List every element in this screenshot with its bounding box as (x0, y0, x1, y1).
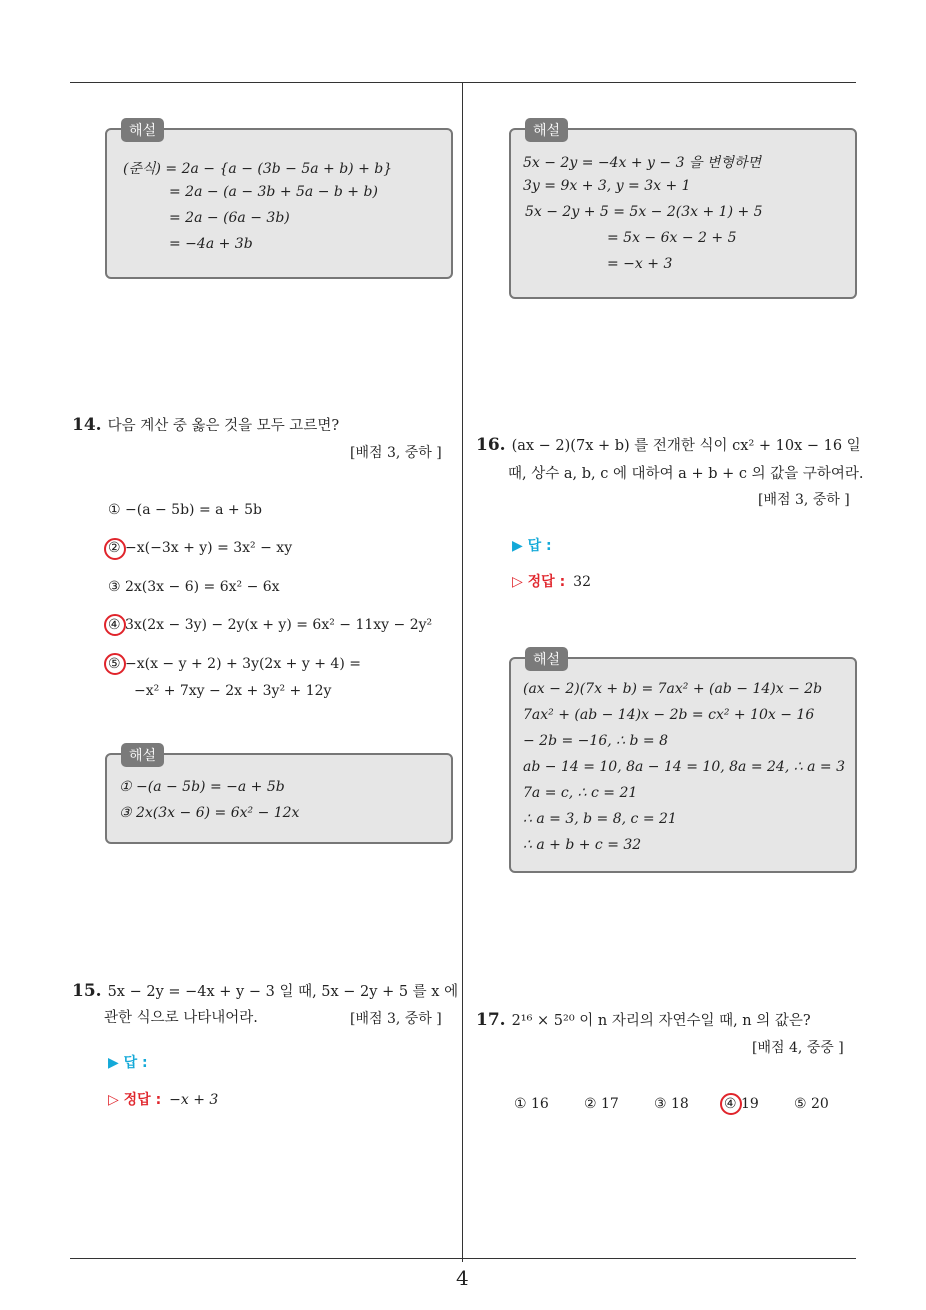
bottom-rule (70, 1258, 856, 1259)
correct-answer-label: ▷ 정답 : (108, 1092, 162, 1108)
solution-line: = 2a − (6a − 3b) (169, 210, 290, 226)
solution-box-14 (105, 748, 453, 844)
correct-answer (512, 571, 591, 591)
correct-answer-value: −x + 3 (169, 1092, 219, 1108)
correct-answer-label: ▷ 정답 : (512, 574, 566, 590)
score-meta: [배점 3, 중하 ] (758, 492, 850, 508)
question-16-line2: 때, 상수 a, b, c 에 대하여 a + b + c 의 값을 구하여라. (508, 466, 864, 482)
solution-line: = −4a + 3b (169, 236, 253, 252)
solution-box-15 (509, 123, 857, 299)
solution-line: = 2a − (a − 3b + 5a − b + b) (169, 184, 378, 200)
question-14 (72, 414, 339, 435)
solution-box-13 (105, 123, 453, 279)
option-1[interactable]: ① −(a − 5b) = a + 5b (108, 502, 262, 518)
solution-line: 3y = 9x + 3, y = 3x + 1 (523, 178, 691, 194)
option-4[interactable]: ④ 3x(2x − 3y) − 2y(x + y) = 6x² − 11xy − 2y² (108, 617, 433, 633)
question-number: 16. (476, 435, 506, 455)
solution-line: = −x + 3 (607, 256, 673, 272)
solution-line: = 5x − 6x − 2 + 5 (607, 230, 737, 246)
selected-mark-circle (720, 1093, 742, 1115)
solution-line: 7a = c, ∴ c = 21 (523, 785, 638, 801)
option-1[interactable]: ① 16 (514, 1096, 549, 1112)
solution-line: ③ 2x(3x − 6) = 6x² − 12x (119, 805, 300, 821)
option-3[interactable]: ③ 18 (654, 1096, 689, 1112)
question-text: 다음 계산 중 옳은 것을 모두 고르면? (107, 418, 340, 434)
correct-answer (108, 1089, 218, 1109)
question-15-line2: 관한 식으로 나타내어라. (104, 1010, 258, 1026)
question-text: 2¹⁶ × 5²⁰ 이 n 자리의 자연수일 때, n 의 값은? (511, 1013, 811, 1029)
answer-input-label[interactable]: ▶ 답 : (512, 538, 552, 554)
solution-line: 5x − 2y + 5 = 5x − 2(3x + 1) + 5 (525, 204, 763, 220)
option-2[interactable]: ② −x(−3x + y) = 3x² − xy (108, 540, 293, 556)
score-meta: [배점 3, 중하 ] (350, 1011, 442, 1027)
question-16 (476, 434, 861, 455)
solution-line: ∴ a + b + c = 32 (523, 837, 642, 853)
explanation-tag: 해설 (121, 118, 164, 142)
option-3[interactable]: ③ 2x(3x − 6) = 6x² − 6x (108, 579, 280, 595)
question-number: 15. (72, 981, 102, 1001)
question-text: 5x − 2y = −4x + y − 3 일 때, 5x − 2y + 5 를 x 에 (107, 984, 459, 1000)
question-number: 17. (476, 1010, 506, 1030)
selected-mark-circle (104, 653, 126, 675)
solution-line: − 2b = −16, ∴ b = 8 (523, 733, 668, 749)
option-5-continued: −x² + 7xy − 2x + 3y² + 12y (134, 683, 332, 699)
question-number: 14. (72, 415, 102, 435)
page-number: 4 (456, 1266, 469, 1290)
solution-line: (ax − 2)(7x + b) = 7ax² + (ab − 14)x − 2b (523, 681, 823, 697)
question-17 (476, 1009, 811, 1030)
answer-input-label[interactable]: ▶ 답 : (108, 1055, 148, 1071)
option-4[interactable]: ④ 19 (724, 1096, 759, 1112)
solution-line: ab − 14 = 10, 8a − 14 = 10, 8a = 24, ∴ a = 3 (523, 759, 845, 775)
solution-line: ① −(a − 5b) = −a + 5b (119, 779, 285, 795)
solution-box-16 (509, 652, 857, 873)
explanation-tag: 해설 (525, 647, 568, 671)
option-5[interactable]: ⑤ 20 (794, 1096, 829, 1112)
explanation-tag: 해설 (121, 743, 164, 767)
column-divider (462, 82, 463, 1262)
option-2[interactable]: ② 17 (584, 1096, 619, 1112)
score-meta: [배점 3, 중하 ] (350, 445, 442, 461)
solution-line: 7ax² + (ab − 14)x − 2b = cx² + 10x − 16 (523, 707, 815, 723)
solution-line: 5x − 2y = −4x + y − 3 을 변형하면 (523, 155, 762, 171)
solution-line: (준식) = 2a − {a − (3b − 5a + b) + b} (123, 161, 393, 177)
score-meta: [배점 4, 중중 ] (752, 1040, 844, 1056)
explanation-tag: 해설 (525, 118, 568, 142)
top-rule (70, 82, 856, 83)
correct-answer-value: 32 (573, 574, 591, 590)
solution-line: ∴ a = 3, b = 8, c = 21 (523, 811, 677, 827)
selected-mark-circle (104, 538, 126, 560)
question-text: (ax − 2)(7x + b) 를 전개한 식이 cx² + 10x − 16 일 (511, 438, 861, 454)
question-15 (72, 980, 458, 1001)
selected-mark-circle (104, 614, 126, 636)
option-5[interactable]: ⑤ −x(x − y + 2) + 3y(2x + y + 4) = (108, 656, 361, 672)
